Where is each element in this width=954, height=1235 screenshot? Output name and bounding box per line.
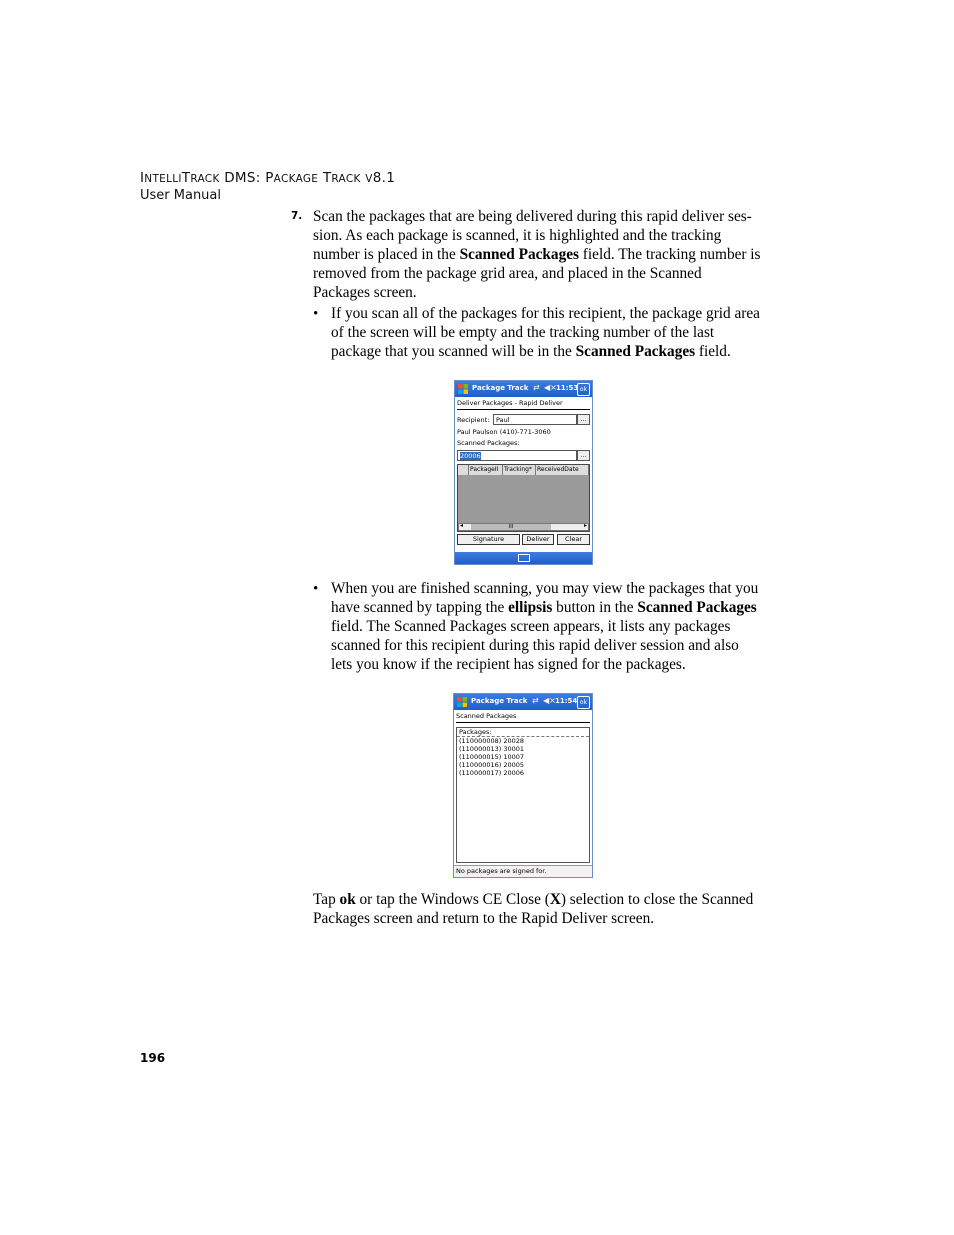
bullet-paragraph-2: When you are finished scanning, you may view the packages that you have scanned by tapping the ellipsis button in the Scanned Packages field. The Scanned Packages screen appears, it lists any packages scanned for this recipient during this rapid deliver session and also lets you know if the recipient has signed for the packages.	[331, 580, 759, 673]
ok-button[interactable]: ok	[577, 696, 590, 709]
recipient-ellipsis-button[interactable]: ...	[577, 414, 590, 425]
header-text-segment: 8.1	[372, 170, 396, 186]
deliver-button[interactable]: Deliver	[522, 534, 554, 545]
scanned-packages-label: Scanned Packages:	[457, 439, 520, 447]
divider	[456, 722, 590, 723]
running-header-subtitle: User Manual	[140, 188, 222, 203]
page-number: 196	[140, 1051, 166, 1065]
windows-start-icon	[456, 696, 468, 708]
grid-header-tracking[interactable]: Tracking*	[503, 465, 536, 475]
header-text-segment: I	[140, 170, 145, 186]
bullet-paragraph-1: If you scan all of the packages for this recipient, the package grid area of the screen will be empty and the tracking number of the last package that you scanned will be in the Scanned Packages field.	[331, 305, 760, 360]
signature-status: No packages are signed for.	[454, 865, 592, 877]
app-title: Package Track	[472, 384, 529, 392]
step-number: 7.	[291, 210, 303, 222]
screenshot-scanned-packages	[453, 693, 593, 878]
step-paragraph: Scan the packages that are being delivered during this rapid deliver ses-sion. As each package is scanned, it is highlighted and the tracking number is placed in the Scanned Packages field. The tracking number is removed from the package grid area, and placed in the Scanned Packages screen.	[313, 208, 761, 301]
header-text-segment: P	[265, 170, 274, 186]
volume-icon: ◀×	[544, 383, 557, 392]
list-item[interactable]: (110000013) 30001	[459, 745, 525, 753]
packages-list[interactable]	[456, 727, 590, 863]
grid-header-corner	[458, 465, 469, 475]
horizontal-scrollbar[interactable]	[458, 523, 589, 531]
header-text-segment: NTELLI	[144, 173, 182, 185]
app-title: Package Track	[471, 697, 528, 705]
recipient-label: Recipient:	[457, 416, 490, 424]
list-item[interactable]: (110000015) 10007	[459, 753, 525, 761]
package-grid[interactable]	[457, 464, 590, 532]
recipient-input[interactable]: Paul	[493, 414, 577, 425]
closing-paragraph: Tap ok or tap the Windows CE Close (X) selection to close the Scanned Packages screen and return to the Rapid Deliver screen.	[313, 891, 754, 927]
scroll-thumb[interactable]: III	[471, 524, 551, 530]
running-header-title	[140, 170, 395, 186]
recipient-info: Paul Paulson (410)-771-3060	[457, 428, 551, 436]
grid-header-received-date[interactable]: ReceivedDate	[536, 465, 589, 475]
clear-button[interactable]: Clear	[557, 534, 590, 545]
windows-start-icon	[457, 383, 469, 395]
grid-header-package[interactable]: PackageII	[469, 465, 503, 475]
form-subtitle: Scanned Packages	[456, 712, 517, 720]
bullet-marker: •	[313, 581, 319, 597]
menu-bar	[455, 552, 592, 564]
header-text-segment: T	[318, 170, 332, 186]
list-header: Packages:	[457, 728, 589, 737]
scroll-right-icon[interactable]: ▸	[583, 522, 587, 529]
keyboard-icon[interactable]	[518, 554, 530, 562]
scroll-left-icon[interactable]: ◂	[460, 522, 464, 529]
header-text-segment: V	[365, 173, 373, 185]
list-item[interactable]: (110000008) 20028	[459, 737, 525, 745]
ok-button[interactable]: ok	[577, 383, 590, 396]
title-bar	[454, 694, 592, 710]
clock: 11:53	[556, 384, 579, 392]
connectivity-icon: ⇄	[532, 696, 539, 705]
title-bar	[455, 381, 592, 397]
scanned-packages-input[interactable]: 20006	[457, 450, 577, 461]
scanned-ellipsis-button[interactable]: ...	[577, 450, 590, 461]
list-item[interactable]: (110000016) 20005	[459, 761, 525, 769]
divider	[457, 409, 590, 410]
header-text-segment: RACK	[331, 173, 361, 185]
list-item[interactable]: (110000017) 20006	[459, 769, 525, 777]
header-text-segment: T	[181, 170, 191, 186]
header-text-segment: RACK	[190, 173, 220, 185]
header-text-segment: ACKAGE	[273, 173, 319, 185]
header-text-segment: DMS:	[219, 170, 266, 186]
clock: 11:54	[555, 697, 578, 705]
form-subtitle: Deliver Packages - Rapid Deliver	[457, 399, 563, 407]
volume-icon: ◀×	[543, 696, 556, 705]
screenshot-rapid-deliver	[454, 380, 593, 565]
bullet-marker: •	[313, 306, 319, 322]
connectivity-icon: ⇄	[533, 383, 540, 392]
signature-button[interactable]: Signature	[457, 534, 520, 545]
